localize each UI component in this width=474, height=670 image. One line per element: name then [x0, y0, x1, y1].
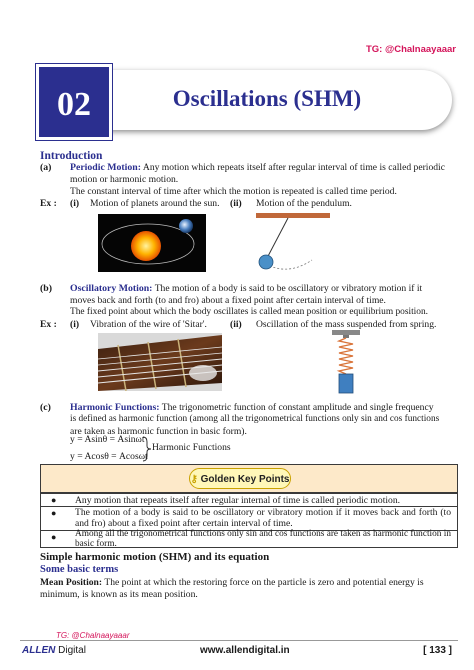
cosine-equation: y = Acosθ = Acosωt	[70, 451, 148, 462]
sine-equation: y = Asinθ = Asinωt	[70, 434, 145, 445]
oscillatory-motion-line1: The motion of a body is said to be oscillatory or vibratory motion if it	[154, 283, 423, 294]
example-a1-index: (i)	[70, 198, 80, 209]
spring-mass-image	[326, 330, 366, 394]
sitar-strings-illustration	[98, 333, 222, 391]
bullet-icon: ●	[51, 495, 57, 505]
item-b-index: (b)	[40, 283, 52, 294]
footer-divider	[20, 640, 458, 641]
golden-key-point-2-text: The motion of a body is said to be oscillatory or vibratory motion if it moves back and forth (to and fro) about a fixed point after certain interval of time.	[75, 507, 451, 530]
harmonic-functions-line2: is defined as harmonic function (among all the trigonometrical functions only sin and cos functions	[70, 414, 440, 424]
example-b2-index: (ii)	[230, 319, 242, 330]
basic-terms-heading: Some basic terms	[40, 564, 119, 575]
oscillatory-motion-def	[70, 283, 460, 295]
oscillatory-motion-line2: moves back and forth (to and fro) about a fixed point after certain interval of time.	[70, 295, 386, 306]
example-b2-text: Oscillation of the mass suspended from spring.	[256, 319, 437, 330]
shm-heading: Simple harmonic motion (SHM) and its equation	[40, 551, 270, 563]
chapter-number: 02	[36, 64, 112, 140]
example-b-label: Ex :	[40, 319, 57, 330]
golden-key-point-3-text: Among all the trigonometrical functions only sin and cos functions are taken as harmonic function in basic form.	[75, 529, 451, 550]
example-b1-text: Vibration of the wire of 'Sitar'.	[90, 319, 207, 330]
golden-key-badge-label: Golden Key Points	[200, 474, 290, 485]
mean-position-term: Mean Position:	[40, 577, 103, 588]
mean-position-def: The fixed point about which the body oscillates is called mean position or equilibrium position.	[70, 307, 429, 317]
periodic-motion-def	[70, 162, 460, 174]
intro-heading: Introduction	[40, 150, 103, 162]
solar-system-illustration	[98, 214, 206, 272]
periodic-motion-line2: motion or harmonic motion.	[70, 174, 179, 185]
tg-handle-top: TG: @Chalnaayaaar	[365, 44, 456, 55]
footer-url-link[interactable]: www.allendigital.in	[200, 645, 290, 656]
example-a2-index: (ii)	[230, 198, 242, 209]
example-b1-index: (i)	[70, 319, 80, 330]
solar-system-image	[98, 214, 206, 272]
tg-handle-bottom: TG: @Chalnaayaaar	[56, 631, 130, 640]
brand-logo: ALLEN	[22, 645, 56, 656]
golden-key-point-1	[41, 493, 457, 506]
chapter-banner	[22, 62, 452, 144]
golden-key-header	[41, 465, 457, 493]
golden-key-point-3	[41, 530, 457, 549]
oscillatory-motion-term: Oscillatory Motion:	[70, 283, 153, 294]
brand-suffix: Digital	[55, 645, 86, 656]
time-period-def: The constant interval of time after which the motion is repeated is called time period.	[70, 186, 397, 197]
equation-brace	[142, 436, 152, 467]
bullet-icon: ●	[51, 508, 57, 518]
spring-mass-illustration	[326, 330, 366, 394]
example-a1-text: Motion of planets around the sun.	[90, 198, 220, 209]
item-a-index: (a)	[40, 162, 52, 173]
mean-position-line2: minimum, is known as its mean position.	[40, 589, 198, 600]
golden-key-point-1-text: Any motion that repeats itself after regular internal of time is called periodic motion.	[75, 495, 401, 506]
pendulum-illustration	[252, 212, 332, 274]
harmonic-functions-def	[70, 402, 460, 414]
footer-brand	[22, 645, 86, 656]
golden-key-points-box	[40, 464, 458, 548]
example-a2-text: Motion of the pendulum.	[256, 198, 352, 209]
chapter-title: Oscillations (SHM)	[172, 86, 362, 111]
example-a-label: Ex :	[40, 198, 57, 209]
page-number: [ 133 ]	[423, 645, 452, 656]
harmonic-functions-brace-label: Harmonic Functions	[152, 442, 231, 453]
pendulum-image	[252, 212, 332, 274]
periodic-motion-term: Periodic Motion:	[70, 162, 142, 173]
key-icon: ⚷	[190, 474, 201, 485]
periodic-motion-line1: Any motion which repeats itself after regular interval of time is called periodic	[142, 162, 445, 173]
golden-key-point-2	[41, 506, 457, 530]
mean-position-definition	[40, 577, 460, 589]
item-c-index: (c)	[40, 402, 51, 413]
sitar-image	[98, 333, 222, 391]
harmonic-functions-term: Harmonic Functions:	[70, 402, 160, 413]
mean-position-line1: The point at which the restoring force on the particle is zero and potential energy is	[104, 577, 424, 588]
golden-key-badge	[189, 468, 291, 489]
harmonic-functions-line3: are taken as harmonic function in basic form).	[70, 426, 247, 437]
bullet-icon: ●	[51, 532, 57, 542]
harmonic-functions-line1: The trigonometric function of constant amplitude and single frequency	[161, 402, 434, 413]
